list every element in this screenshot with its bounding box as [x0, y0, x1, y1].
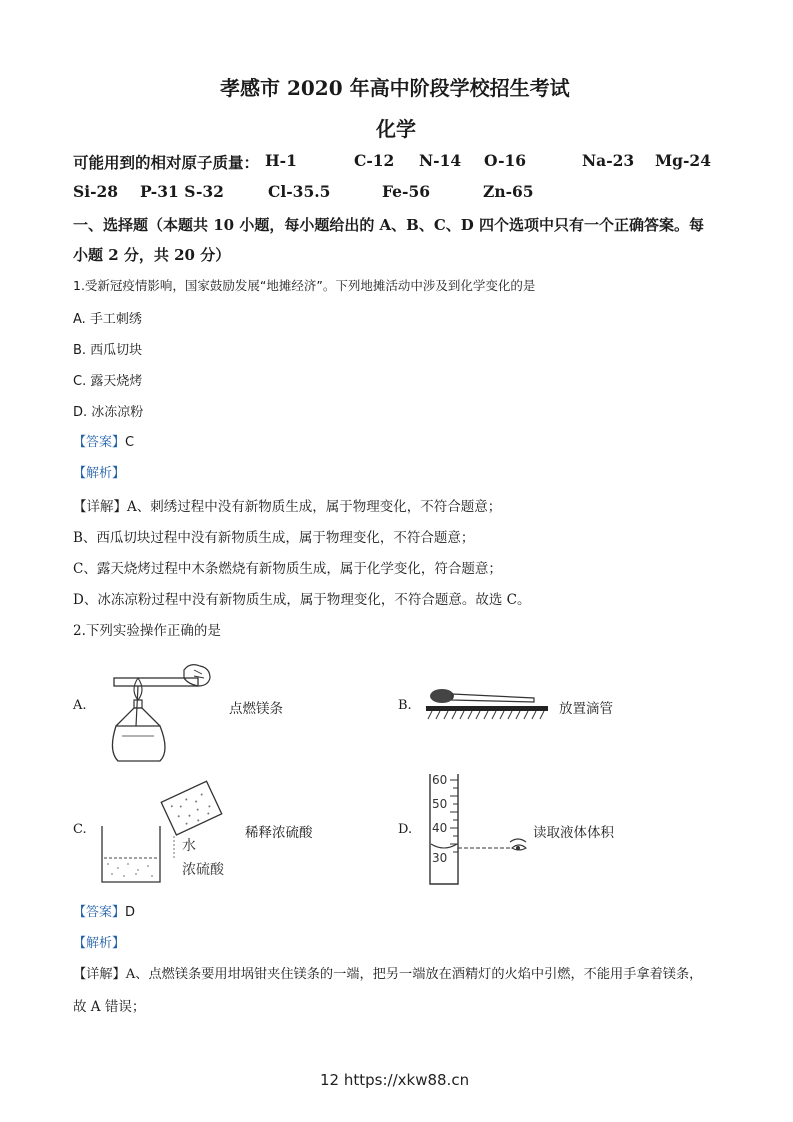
page-number: 12	[320, 1071, 340, 1089]
q2-option-c-letter: C.	[73, 822, 87, 837]
q2-option-a-letter: A.	[73, 698, 87, 713]
mass-n: N-14	[419, 151, 462, 170]
mass-c: C-12	[354, 151, 395, 170]
tick-30: 30	[432, 851, 448, 865]
mass-fe: Fe-56	[382, 182, 431, 201]
q1-option-d: D. 冰冻凉粉	[73, 405, 144, 420]
tick-60: 60	[432, 773, 448, 787]
q2-option-d-letter: D.	[398, 822, 413, 837]
q1-detail-line2: B、西瓜切块过程中没有新物质生成，属于物理变化，不符合题意；	[73, 530, 475, 546]
mass-zn: Zn-65	[483, 182, 534, 201]
section-heading-line1: 一、选择题（本题共 10 小题，每小题给出的 A、B、C、D 四个选项中只有一个正确答案。每	[73, 216, 705, 234]
q1-option-c: C. 露天烧烤	[73, 374, 143, 389]
q2-stem: 2.下列实验操作正确的是	[73, 623, 221, 639]
mass-o: O-16	[484, 151, 527, 170]
q2-option-b-caption: 放置滴管	[559, 701, 613, 717]
tick-40: 40	[432, 821, 448, 835]
mass-mg: Mg-24	[655, 151, 711, 170]
label-concentrated-acid: 浓硫酸	[182, 862, 224, 878]
figure-graduated-cylinder	[424, 772, 532, 888]
mass-h: H-1	[265, 151, 297, 170]
exam-title: 孝感市 2020 年高中阶段学校招生考试	[220, 76, 570, 100]
label-water: 水	[182, 838, 196, 854]
section-heading-line2: 小题 2 分，共 20 分）	[73, 246, 231, 264]
q1-analysis-tag: 【解析】	[73, 466, 126, 481]
subject-title: 化学	[376, 117, 416, 141]
q2-detail-line1: 【详解】A、点燃镁条要用坩埚钳夹住镁条的一端，把另一端放在酒精灯的火焰中引燃，不能用手拿着镁条，	[73, 967, 703, 982]
figure-dilute-acid	[96, 776, 246, 886]
tick-50: 50	[432, 797, 448, 811]
answer-value: C	[125, 435, 135, 450]
q1-stem: 1.受新冠疫情影响，国家鼓励发展“地摊经济”。下列地摊活动中涉及到化学变化的是	[73, 278, 536, 293]
q2-answer	[73, 901, 135, 920]
q2-option-d-caption: 读取液体体积	[533, 825, 614, 841]
q1-detail-line4: D、冰冻凉粉过程中没有新物质生成，属于物理变化，不符合题意。故选 C。	[73, 592, 531, 608]
q2-option-b-letter: B.	[398, 698, 412, 713]
q2-analysis-tag: 【解析】	[73, 936, 126, 951]
q1-option-b: B. 西瓜切块	[73, 343, 143, 358]
answer-value: D	[125, 905, 136, 920]
mass-p-s: P-31 S-32	[140, 182, 224, 201]
mass-si: Si-28	[73, 182, 119, 201]
footer-url: https://xkw88.cn	[343, 1071, 470, 1089]
mass-cl: Cl-35.5	[268, 182, 331, 201]
page-footer	[320, 1071, 469, 1089]
mass-na: Na-23	[582, 151, 635, 170]
figure-burning-magnesium	[98, 656, 218, 766]
q1-detail-line3: C、露天烧烤过程中木条燃烧有新物质生成，属于化学变化，符合题意；	[73, 561, 502, 577]
q2-option-a-caption: 点燃镁条	[229, 701, 283, 717]
q1-detail-line1: 【详解】A、刺绣过程中没有新物质生成，属于物理变化，不符合题意；	[73, 499, 502, 515]
q2-detail-line2: 故 A 错误；	[73, 999, 146, 1015]
atomic-mass-label: 可能用到的相对原子质量：	[73, 153, 260, 172]
q2-option-c-caption: 稀释浓硫酸	[245, 825, 313, 841]
q1-answer	[73, 431, 134, 450]
answer-tag: 【答案】	[73, 905, 126, 920]
figure-dropper	[426, 686, 550, 720]
answer-tag: 【答案】	[73, 435, 126, 450]
q1-option-a: A. 手工刺绣	[73, 312, 142, 327]
